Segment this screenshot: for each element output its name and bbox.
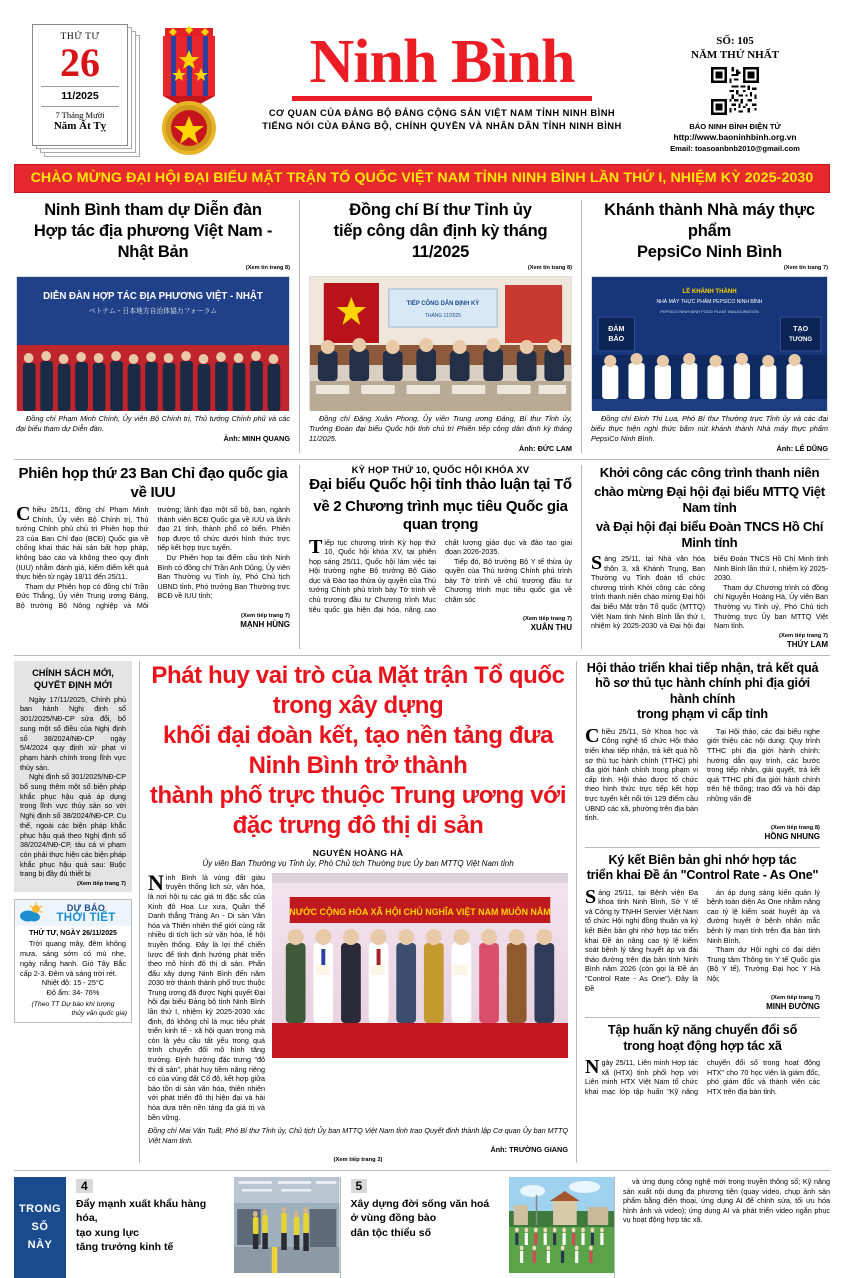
mid-article-2[interactable] <box>299 465 582 649</box>
mid-articles-row <box>14 465 830 649</box>
byline: MINH ĐƯỜNG <box>766 1002 820 1012</box>
headline-line-2: chào mừng Đại hội đại biểu MTTQ Việt Nam tỉnh <box>594 484 825 515</box>
date-divider-1 <box>41 86 119 87</box>
item-line-3: tăng trưởng kinh tế <box>76 1241 174 1254</box>
top-article-1[interactable] <box>14 200 299 453</box>
paragraph: Trời quang mây, đêm không mưa, sáng sớm có mù nhẹ, ngày nắng hanh. Gió Tây Bắc cấp 2-3. Đêm và sáng trời rét. <box>20 939 126 978</box>
article-photo <box>16 276 290 410</box>
svg-text:ベトナム・日本地方自治体協力フォーラム: ベトナム・日本地方自治体協力フォーラム <box>88 307 218 316</box>
headline: Phiên họp thứ 23 Ban Chỉ đạo quốc gia về IUU <box>18 465 288 501</box>
right-column <box>576 661 820 1163</box>
paragraph: Sáng 25/11, tại Nhà văn hóa thôn 3, xã Khánh Trung, Ban Thường vụ Tỉnh đoàn tổ chức chương trình Khởi công các công trình thanh niên chào mừng Đại hội đại biểu Mặt trận Tổ quốc (MTTQ) Việt Nam tỉnh Ninh Bình lần thứ I, nhiệm kỳ 2025-2030 và Đại hội đại biểu Đoàn TNCS Hồ Chí Minh tỉnh Ninh Bình lần thứ I, nhiệm kỳ 2025-2030. <box>591 552 828 631</box>
feature-content <box>148 869 568 1122</box>
in-this-issue <box>14 1177 614 1278</box>
kicker: KỲ HỌP THỨ 10, QUỐC HỘI KHÓA XV <box>351 465 530 476</box>
issue-item-2[interactable] <box>340 1177 615 1278</box>
policy-box[interactable] <box>14 661 132 892</box>
byline: HỒNG NHUNG <box>764 831 820 841</box>
jump-line: (Xem tiếp trang 7) <box>523 616 572 623</box>
paragraph: Tham dự Hội nghị có đại diện Trung tâm Thông tin Y tế Quốc gia (Bộ Y tế), Trường Đại học Y Hà Nội; <box>707 945 820 984</box>
headline-line-2: về 2 Chương trình mục tiêu Quốc gia quan trọng <box>313 497 568 533</box>
paragraph: Ninh Bình là vùng đất giàu truyền thống lịch sử, văn hóa, là nơi hội tụ các giá trị đặc sắc của Kinh đô Hoa Lư xưa, Quần thể Danh thắng Tràng An - Di sản Văn hóa và Thiên nhiên thế giới cùng rất nhiều di tích lịch sử văn hóa, lễ hội truyền thống. Đây là lợi thế chiến lược để tỉnh định hướng phát triển theo mô hình đô thị di sản. Phấn đấu xây dựng Ninh Bình đến năm 2030 trở thành thành phố trực thuộc Trung ương đã được Nghị quyết Đại hội đại biểu Đảng bộ tỉnh Ninh Bình lần thứ I, nhiệm kỳ 2025-2030 xác định, đó không chỉ là mục tiêu phát triển kinh tế - xã hội quan trọng mà còn là yêu cầu tất yếu trong quá trình chuyển đổi mô hình tăng trưởng. Định hướng đặc trưng "đô thị di sản", phát huy tiềm năng riêng có của vùng đất Cố đô, kết hợp giữa bảo tồn di sản văn hóa, thiên nhiên với phát triển đô thị hiện đại và hài hòa dựa trên nền tảng đa giá trị và bền vững. <box>148 869 265 1122</box>
masthead <box>14 0 830 160</box>
weather-icon <box>19 903 45 923</box>
headline-line-1: Đại biểu Quốc hội tỉnh thảo luận tại Tổ <box>309 476 572 493</box>
right-article-3[interactable] <box>585 1023 820 1096</box>
paragraph: Tiếp tục chương trình Kỳ họp thứ 10, Quốc hội khóa XV, tại phiên họp sáng 25/11, Quốc hội làm việc tại Hội trường nghe Bộ trưởng Bộ Giáo dục và Đào tạo thừa ủy quyền của Thủ tướng Chính phủ trình bày Tờ trình về chủ trương đầu tư Chương trình Mục tiêu quốc gia hiện đại hóa, nâng cao chất lượng giáo dục và đào tạo giai đoạn 2026-2035. <box>309 535 572 614</box>
continuation-note: (Xem tin trang 7) <box>783 265 828 271</box>
issue-year: NĂM THỨ NHẤT <box>691 49 779 61</box>
item-line-2: ở vùng đồng bào <box>350 1212 437 1225</box>
headline-line-2: hồ sơ thủ tục hành chính phi địa giới hành chính <box>595 676 810 706</box>
temperature: Nhiệt độ: 15 - 25°C <box>41 978 105 988</box>
congratulation-banner: CHÀO MỪNG ĐẠI HỘI ĐẠI BIỂU MẶT TRẬN TỔ QUỐC VIỆT NAM TỈNH NINH BÌNH LẦN THỨ I, NHIỆM KỲ 2025-2030 <box>14 164 830 193</box>
right-article-2[interactable] <box>585 853 820 1012</box>
humidity: Độ ẩm: 34- 76% <box>46 988 100 998</box>
mid-article-1[interactable] <box>14 465 299 649</box>
paragraph: Tham dự Phiên họp có đồng chí Trần Đức Thắng, Ủy viên Trung ương Đảng, Bộ trưởng Bộ Nông nghiệp và Môi trường; lãnh đạo một số bộ, ban, ngành thành viên BCĐ Quốc gia về IUU và lãnh đạo 21 tỉnh, thành phố có biển. Phiên họp được tổ chức dưới hình thức trực tiếp kết hợp trực tuyến. <box>16 505 290 610</box>
headline-line-2: tiếp công dân định kỳ tháng 11/2025 <box>333 222 548 261</box>
svg-text:TIẾP CÔNG DÂN ĐỊNH KỲ: TIẾP CÔNG DÂN ĐỊNH KỲ <box>406 300 480 308</box>
jump-line: (Xem tiếp trang 7) <box>241 612 290 619</box>
headline-line-3: và Đại hội đại biểu Đoàn TNCS Hồ Chí Minh tỉnh <box>595 519 824 550</box>
svg-text:NƯỚC CỘNG HÒA XÃ HỘI CHỦ NGHĨA: NƯỚC CỘNG HÒA XÃ HỘI CHỦ NGHĨA VIỆT NAM MUÔN NĂM <box>289 906 551 917</box>
headline-line-3: trong phạm vi cấp tỉnh <box>637 707 768 722</box>
date-card <box>32 24 128 146</box>
title-rule <box>292 96 592 101</box>
day-number: 26 <box>60 40 100 85</box>
svg-text:THÁNG 11/2025: THÁNG 11/2025 <box>424 313 461 320</box>
photo-credit: Ảnh: MINH QUANG <box>223 434 290 443</box>
forum-photo <box>17 277 289 411</box>
headline-line-1: Khởi công các công trình thanh niên <box>599 465 820 480</box>
headline-line-2: PepsiCo Ninh Bình <box>636 243 783 261</box>
svg-text:PEPSICO NINH BINH FOOD PLANT I: PEPSICO NINH BINH FOOD PLANT INAUGURATION <box>660 309 759 314</box>
item-line-1: Xây dựng đời sống văn hoá <box>350 1197 490 1210</box>
weather-label-1: DỰ BÁO <box>66 903 106 914</box>
issue-number: SỐ: 105 <box>716 35 754 47</box>
article-body <box>585 885 820 994</box>
headline-line-1: Tập huấn kỹ năng chuyển đổi số <box>607 1023 798 1038</box>
photo-credit: Ảnh: ĐỨC LAM <box>518 444 572 453</box>
medal-emblem <box>134 18 244 159</box>
item-photo <box>234 1177 340 1278</box>
feature-headline-line-2: khối đại đoàn kết, tạo nền tảng đưa Ninh Bình trở thành <box>162 721 554 779</box>
continued-text-column <box>614 1177 830 1278</box>
svg-text:ĐẢM: ĐẢM <box>608 326 625 333</box>
paragraph: Nghị định số 301/2025/NĐ-CP bổ sung thêm một số biện pháp khắc phục hậu quả áp dụng trong lĩnh vực thủy sản so với Nghị định số 38/2024/NĐ-CP. Cụ thể, ngoài các biện pháp khắc phục hậu quả theo Nghị định số 38/2024/NĐ-CP, tàu cá vi phạm còn phải thực hiện các biện pháp khắc phục hậu quả sau: Buộc trang bị đầy đủ thiết bị <box>20 772 126 879</box>
weather-source-line-2: thủy văn quốc gia) <box>71 1009 127 1017</box>
byline: XUÂN THU <box>530 623 572 633</box>
article-divider-2 <box>585 1017 820 1018</box>
feature-caption-text: Đồng chí Mai Văn Tuất, Phó Bí thư Tỉnh ủy, Chủ tịch Ủy ban MTTQ Việt Nam tỉnh trao Quyết định thành lập Cơ quan Ủy ban MTTQ Việt Nam tỉnh. <box>148 1126 568 1145</box>
weather-body <box>15 939 131 1000</box>
month-year: 11/2025 <box>61 90 99 102</box>
article-body <box>585 1058 820 1096</box>
lunar-day: 7 Tháng Mười <box>55 110 105 120</box>
article-body <box>309 535 572 615</box>
headline-line-1: Hội thảo triển khai tiếp nhận, trả kết quả <box>586 660 819 675</box>
feature-author: NGUYỄN HOÀNG HÀ <box>312 847 404 858</box>
weather-widget[interactable] <box>14 899 132 1023</box>
paragraph: Chiều 25/11, Sở Khoa học và Công nghệ tổ chức Hội thảo triển khai tiếp nhận, trả kết quả hồ sơ thủ tục hành chính (TTHC) phi địa giới hành chính trong phạm vi cấp tỉnh. Hội thảo được tổ chức theo hình thức trực tiếp kết hợp trực tuyến kết nối tới 129 điểm cầu UBND các xã, phường trên địa bàn tỉnh. <box>585 724 698 823</box>
qr-code[interactable] <box>711 67 759 115</box>
continuation-note: (Xem tin trang 8) <box>527 265 572 271</box>
item-photo <box>509 1177 615 1278</box>
feature-photo <box>272 873 568 1122</box>
feature-caption <box>148 1126 568 1155</box>
feature-jump: (Xem tiếp trang 2) <box>333 1156 383 1163</box>
paragraph: và ứng dụng công nghệ mới trong truyền thông số; Kỹ năng sản xuất nội dung đa phương tiện (quay video, chụp ảnh sản phẩm bằng điện thoại, ứng dụng AI để chỉnh sửa, tối ưu hóa hình ảnh và video); ứng dụng AI và phát triển video ngắn phục vụ hoạt động hợp tác xã. <box>623 1176 830 1225</box>
svg-text:TƯƠNG: TƯƠNG <box>789 337 813 343</box>
weather-date: THỨ TƯ, NGÀY 26/11/2025 <box>29 930 117 938</box>
feature-body <box>148 869 272 1122</box>
issue-item-text <box>76 1177 234 1278</box>
masthead-subtitle-1: CƠ QUAN CỦA ĐẢNG BỘ ĐẢNG CỘNG SẢN VIỆT NAM TỈNH NINH BÌNH <box>268 107 616 118</box>
email-address[interactable]: Email: toasoanbnb2010@gmail.com <box>670 144 800 153</box>
article-photo <box>309 276 572 410</box>
article-body <box>585 724 820 823</box>
lunar-year: Năm Ất Tỵ <box>53 120 107 132</box>
item-line-3: dân tộc thiểu số <box>350 1226 432 1239</box>
photo-credit: Ảnh: LÊ DŨNG <box>776 444 828 453</box>
feature-article[interactable] <box>140 661 576 1163</box>
headline-line-2: Hợp tác địa phương Việt Nam - Nhật Bản <box>33 222 273 261</box>
headline-line-1: Ký kết Biên bản ghi nhớ hợp tác <box>608 852 797 867</box>
byline: THÚY LAM <box>786 639 828 649</box>
paragraph: Tại Hội thảo, các đại biểu nghe giới thiệu các nội dung: Quy trình TTHC phi địa giới hành chính; hướng dẫn quy trình, các bước trong tiếp nhận, giải quyết, trả kết quả TTHC phi địa giới hành chính trên hệ thống; trao đổi và hỏi đáp những vấn đề <box>707 726 820 803</box>
paragraph: Ngày 17/11/2025, Chính phủ ban hành Nghị định số 301/2025/NĐ-CP sửa đổi, bổ sung một số điều của Nghị định số 38/2024/NĐ-CP ngày 5/4/2024 quy định xử phạt vi phạm hành chính trong lĩnh vực thủy sản. <box>20 694 126 772</box>
ceremony-photo <box>272 873 568 1058</box>
top-article-2[interactable] <box>299 200 582 453</box>
headline-line-1: Đồng chí Bí thư Tỉnh ủy <box>349 201 532 219</box>
label-line-3: NÀY <box>27 1239 53 1252</box>
section-divider-1 <box>14 459 830 460</box>
paragraph: Tiếp đó, Bộ trưởng Bộ Y tế thừa ủy quyền của Thủ tướng Chính phủ trình bày Tờ trình về chủ trương đầu tư Chương trình mục tiêu quốc gia về chăm sóc <box>445 556 572 605</box>
qr-code-icon <box>711 67 759 115</box>
article-body <box>591 554 828 631</box>
issue-item-text <box>351 1177 509 1278</box>
page-number-badge: 5 <box>351 1179 368 1193</box>
issue-info-block <box>640 18 830 154</box>
headline-line-2: triển khai Đề án "Control Rate - As One" <box>586 868 819 883</box>
medal-icon <box>143 24 235 159</box>
headline-line-1: Khánh thành Nhà máy thực phẩm <box>604 201 815 240</box>
paragraph: Sáng 25/11, tại Bệnh viện Đa khoa tỉnh Ninh Bình, Sở Y tế và Công ty TNHH Servier Việt Nam tổ chức Hội nghị đồng thuận và ký kết Biên bản ghi nhớ hợp tác triển khai Đề án nâng cao tỷ lệ kiểm soát bệnh lý tăng huyết áp và đái tháo đường trên địa bàn tỉnh Ninh Bình năm 2026 (còn gọi là Đề án "Control Rate - As One"). Đây là Đề <box>585 885 698 993</box>
title-block <box>244 18 640 132</box>
top-article-3[interactable] <box>582 200 830 453</box>
cloud-sun-icon <box>19 903 45 923</box>
date-block <box>14 18 134 146</box>
paragraph: Tham dự Chương trình có đồng chí Nguyễn Hoàng Hà, Ủy viên Ban Thường vụ Tỉnh uỷ, Phó Chủ tịch Thường trực Ủy ban MTTQ Việt Nam tỉnh. <box>714 582 828 631</box>
article-photo <box>591 276 828 410</box>
label-line-1: TRONG <box>18 1203 62 1216</box>
item-line-2: tạo xung lực <box>76 1226 140 1239</box>
jump-line: (Xem tiếp trang 7) <box>77 881 126 888</box>
svg-text:TẠO: TẠO <box>793 326 809 333</box>
item-line-1: Đẩy mạnh xuất khẩu hàng hóa, <box>76 1197 207 1225</box>
page-title: Ninh Bình <box>309 28 575 96</box>
issue-item-1[interactable] <box>66 1177 340 1278</box>
headline-line-1: Ninh Bình tham dự Diễn đàn <box>44 201 262 219</box>
continuation-note: (Xem tin trang 8) <box>245 265 290 271</box>
paragraph: Ngày 25/11, Liên minh Hợp tác xã (HTX) tỉnh phối hợp với Liên minh HTX Việt Nam tổ chức khai mạc lớp tập huấn "Kỹ năng chuyển đổi số trong hoạt động HTX" cho 70 học viên là giám đốc, phó giám đốc và thành viên các HTX trên địa bàn tỉnh. <box>585 1056 820 1096</box>
paragraph: án áp dụng sáng kiến quản lý bệnh toàn diện As One nhằm nâng cao tỷ lệ kiểm soát huyết áp và đường huyết ở bệnh nhân mắc bệnh lý mạn tính trên địa bàn tỉnh Ninh Bình. <box>707 887 820 945</box>
photo-caption: Đồng chí Đinh Thị Lụa, Phó Bí thư Thường trực Tỉnh ủy và các đại biểu thực hiện nghi thức bấm nút khánh thành Nhà máy thực phẩm PepsiCo Ninh Bình. <box>591 414 828 443</box>
policy-body <box>20 695 126 879</box>
weather-header <box>15 900 131 926</box>
policy-title-line-2: QUYẾT ĐỊNH MỚI <box>33 679 113 690</box>
photo-caption: Đồng chí Đặng Xuân Phong, Ủy viên Trung ương Đảng, Bí thư Tỉnh ủy, Trưởng Đoàn đại biểu Quốc hội tỉnh chủ trì Phiên tiếp công dân định kỳ tháng 11/2025. <box>309 414 572 443</box>
weather-labels <box>45 903 127 923</box>
paragraph: Chiều 25/11, đồng chí Phạm Minh Chính, Ủy viên Bộ Chính trị, Thủ tướng Chính phủ chủ trì Phiên họp thứ 23 của Ban Chỉ đạo (BCĐ) Quốc gia về chống khai thác hải sản bất hợp pháp, không báo cáo và không theo quy định (IUU) nhằm đánh giá, kiểm điểm kết quả thực hiện từ ngày 18/11 đến 25/11. <box>16 503 149 582</box>
left-sidebar <box>14 661 140 1163</box>
feature-credit: Ảnh: TRƯỜNG GIANG <box>490 1145 568 1155</box>
top-articles-row <box>14 200 830 453</box>
weekday-label: THỨ TƯ <box>60 32 100 42</box>
article-divider-1 <box>585 847 820 848</box>
in-this-issue-label <box>14 1177 66 1278</box>
bottom-strip <box>14 1170 830 1278</box>
meeting-photo <box>310 277 571 411</box>
page-number-badge: 4 <box>76 1179 93 1193</box>
article-body <box>16 505 290 611</box>
jump-line: (Xem tiếp trang 7) <box>771 995 820 1002</box>
paragraph: Dự Phiên họp tại điểm cầu tỉnh Ninh Bình có đồng chí Trần Anh Dũng, Ủy viên Ban Thường vụ Tỉnh ủy, Phó Chủ tịch UBND tỉnh, Phó trưởng Ban Thường trực BCĐ về IUU tỉnh; <box>157 552 290 601</box>
jump-line: (Xem tiếp trang 7) <box>779 632 828 639</box>
svg-text:NHÀ MÁY THỰC PHẨM PEPSICO NINH: NHÀ MÁY THỰC PHẨM PEPSICO NINH BÌNH <box>656 299 763 305</box>
svg-text:BẢO: BẢO <box>608 336 625 343</box>
festival-photo <box>509 1177 615 1273</box>
feature-headline-line-1: Phát huy vai trò của Mặt trận Tổ quốc trong xây dựng <box>151 661 565 719</box>
digital-label: BÁO NINH BÌNH ĐIỆN TỬ <box>689 122 781 131</box>
right-article-1[interactable] <box>585 661 820 841</box>
factory-photo <box>234 1177 340 1273</box>
headline-line-2: trong hoạt động hợp tác xã <box>623 1038 782 1053</box>
masthead-subtitle-2: TIẾNG NÓI CỦA ĐẢNG BỘ, CHÍNH QUYỀN VÀ NHÂN DÂN TỈNH NINH BÌNH <box>262 120 622 131</box>
byline: MẠNH HÙNG <box>240 619 290 629</box>
weather-label-2: THỜI TIẾT <box>56 912 116 925</box>
policy-title-line-1: CHÍNH SÁCH MỚI, <box>32 667 114 678</box>
label-line-2: SỐ <box>31 1221 49 1234</box>
jump-line: (Xem tiếp trang 8) <box>771 824 820 831</box>
feature-author-title: Ủy viên Ban Thường vụ Tỉnh ủy, Phó Chủ tịch Thường trực Ủy ban MTTQ Việt Nam tỉnh <box>202 858 514 868</box>
svg-text:DIỄN ĐÀN HỢP TÁC ĐỊA PHƯƠNG VI: DIỄN ĐÀN HỢP TÁC ĐỊA PHƯƠNG VIỆT - NHẬT <box>43 290 263 303</box>
feature-headline-line-3: thành phố trực thuộc Trung ương với đặc trưng đô thị di sản <box>149 781 567 839</box>
weather-source-line-1: (Theo TT Dự báo khí tượng <box>31 1000 115 1008</box>
lower-section <box>14 655 830 1163</box>
svg-text:LỄ KHÁNH THÀNH: LỄ KHÁNH THÀNH <box>682 289 737 295</box>
pepsico-photo <box>592 277 827 411</box>
website-url[interactable]: http://www.baoninhbinh.org.vn <box>673 132 797 142</box>
weather-source <box>15 1000 131 1022</box>
photo-caption: Đồng chí Phạm Minh Chính, Ủy viên Bộ Chính trị, Thủ tướng Chính phủ và các đại biểu tham dự Diễn đàn. <box>16 414 290 433</box>
mid-article-3[interactable] <box>582 465 830 649</box>
date-divider-2 <box>41 106 119 107</box>
